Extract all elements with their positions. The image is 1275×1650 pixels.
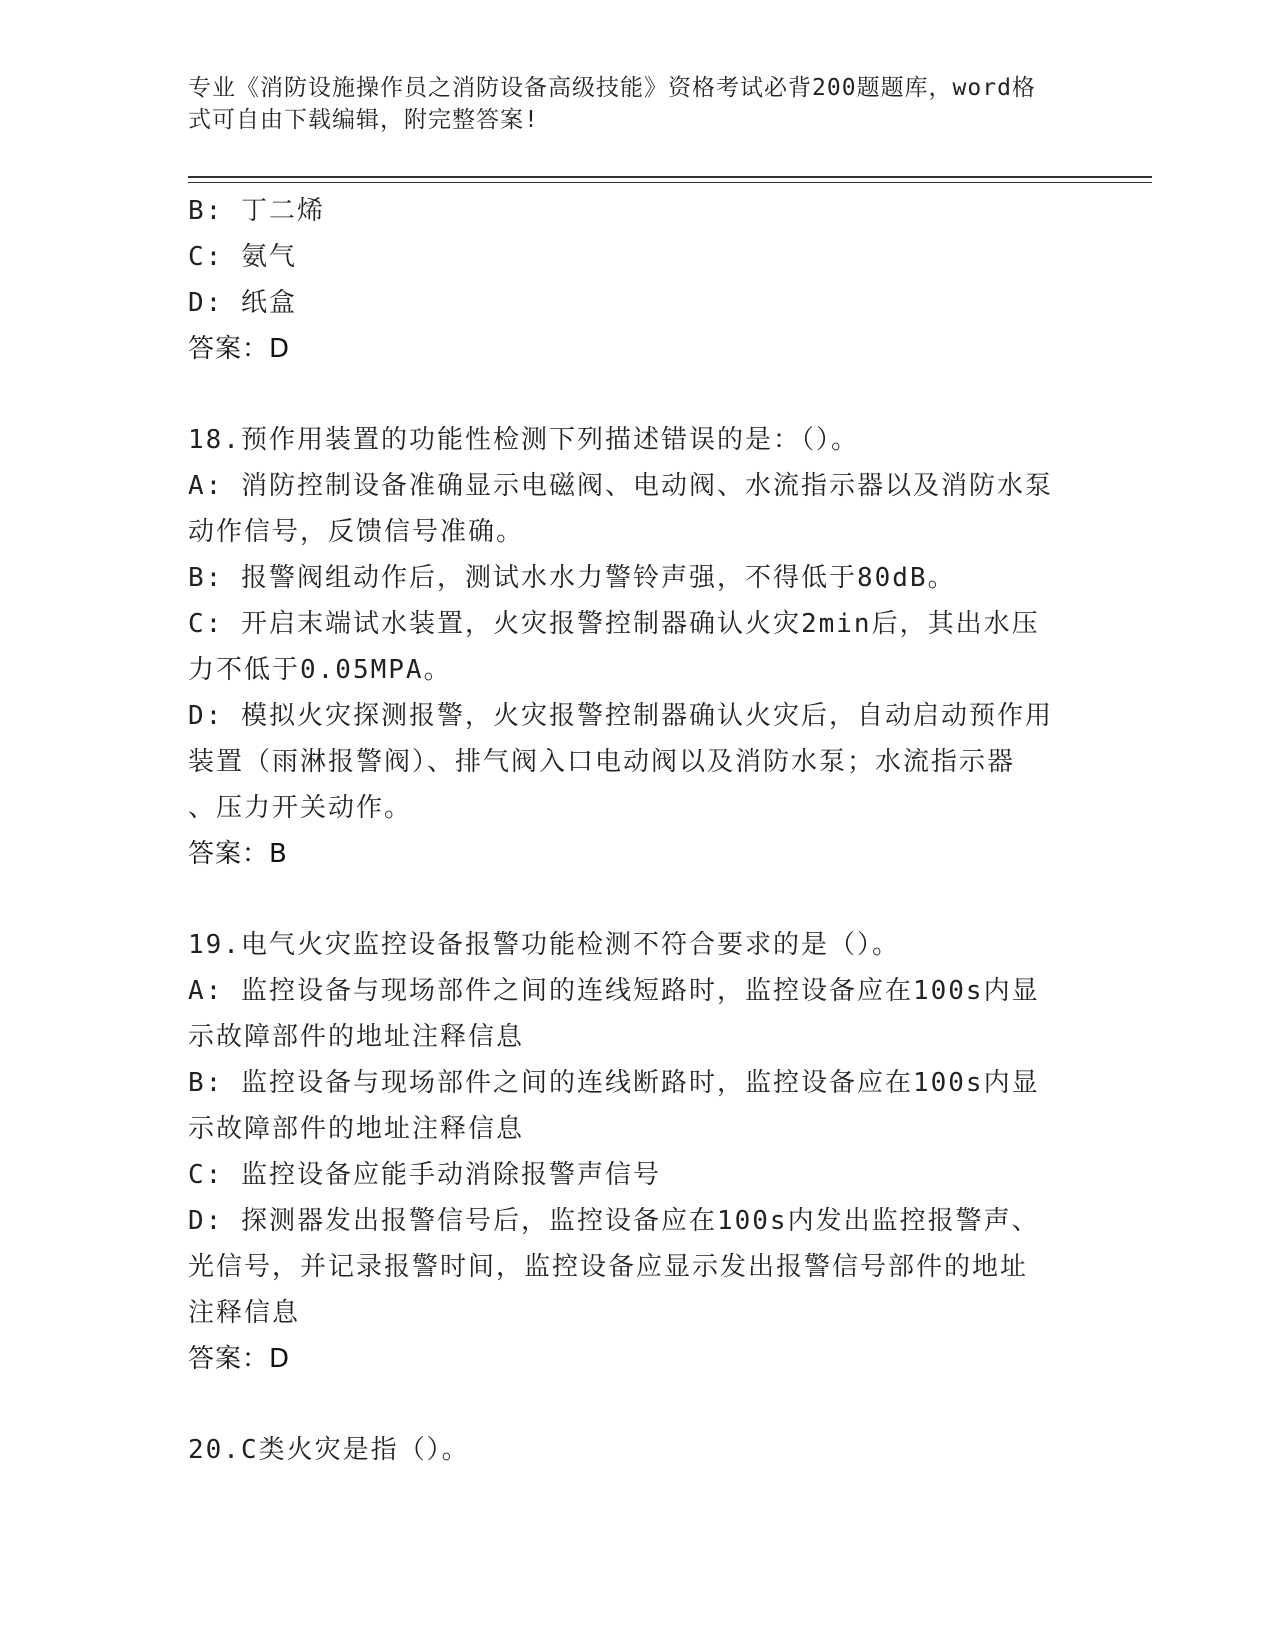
answer-line: 答案：B — [188, 839, 288, 869]
option-b: B: 报警阀组动作后，测试水水力警铃声强，不得低于80dB。 — [188, 563, 956, 593]
option-d-line-2: 光信号，并记录报警时间，监控设备应显示发出报警信号部件的地址 — [188, 1252, 1029, 1282]
header-divider-thick — [188, 176, 1152, 178]
option-a-line-1: A: 消防控制设备准确显示电磁阀、电动阀、水流指示器以及消防水泵 — [188, 471, 1053, 501]
option-b-line-2: 示故障部件的地址注释信息 — [188, 1114, 525, 1144]
question-list — [188, 188, 1088, 1473]
option-d-line-1: D: 探测器发出报警信号后，监控设备应在100s内发出监控报警声、 — [188, 1206, 1040, 1236]
option-c-line-1: C: 开启末端试水装置，火灾报警控制器确认火灾2min后，其出水压 — [188, 609, 1040, 639]
option-d-line-1: D: 模拟火灾探测报警，火灾报警控制器确认火灾后，自动启动预作用 — [188, 701, 1053, 731]
header-line-1: 专业《消防设施操作员之消防设备高级技能》资格考试必背200题题库，word格 — [188, 75, 1036, 101]
option-d-line-2: 装置（雨淋报警阀）、排气阀入口电动阀以及消防水泵；水流指示器 — [188, 747, 1016, 777]
document-header — [188, 72, 1068, 136]
question-19 — [188, 922, 1088, 1382]
option-a-line-2: 动作信号，反馈信号准确。 — [188, 517, 525, 547]
option-a-line-2: 示故障部件的地址注释信息 — [188, 1022, 525, 1052]
header-line-2: 式可自由下载编辑，附完整答案! — [188, 107, 539, 133]
option-c-line-2: 力不低于0.05MPA。 — [188, 655, 452, 685]
question-stem: 20.C类火灾是指（）。 — [188, 1435, 470, 1465]
spacer — [188, 1382, 1088, 1427]
answer-line: 答案：D — [188, 1344, 291, 1374]
option-d-line-3: 注释信息 — [188, 1298, 301, 1328]
option-d: D: 纸盒 — [188, 288, 297, 318]
spacer — [188, 372, 1088, 417]
question-17-tail — [188, 188, 1088, 372]
question-20 — [188, 1427, 1088, 1473]
option-b-line-1: B: 监控设备与现场部件之间的连线断路时，监控设备应在100s内显 — [188, 1068, 1040, 1098]
question-stem: 18.预作用装置的功能性检测下列描述错误的是：（）。 — [188, 425, 859, 455]
option-d-line-3: 、压力开关动作。 — [188, 793, 413, 823]
answer-line: 答案：D — [188, 334, 291, 364]
option-a-line-1: A: 监控设备与现场部件之间的连线短路时，监控设备应在100s内显 — [188, 976, 1040, 1006]
option-c: C: 氨气 — [188, 242, 297, 272]
question-stem: 19.电气火灾监控设备报警功能检测不符合要求的是（）。 — [188, 930, 900, 960]
option-c: C: 监控设备应能手动消除报警声信号 — [188, 1160, 661, 1190]
header-divider-thin — [188, 182, 1152, 183]
question-18 — [188, 417, 1088, 877]
option-b: B: 丁二烯 — [188, 196, 325, 226]
spacer — [188, 877, 1088, 922]
